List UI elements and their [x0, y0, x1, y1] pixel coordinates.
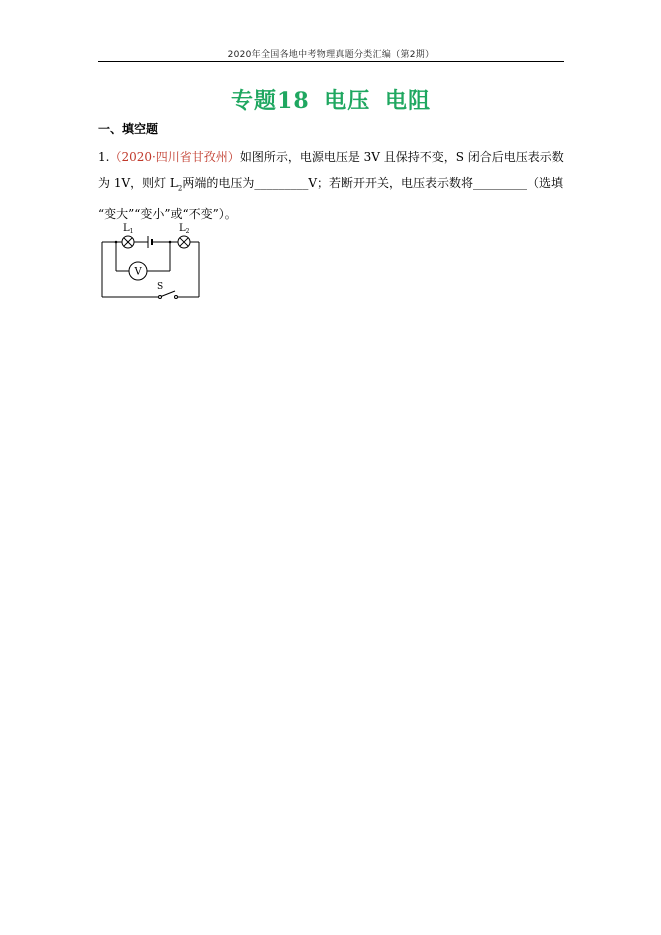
junction-left [115, 241, 118, 244]
switch [159, 291, 178, 299]
header-divider [98, 61, 564, 62]
label-switch: S [157, 282, 164, 292]
lamp-l1 [122, 236, 134, 248]
junction-right [169, 241, 172, 244]
lamp-subscript: 2 [177, 184, 183, 193]
page-header: 2020年全国各地中考物理真题分类汇编（第2期） [227, 50, 435, 60]
battery [148, 236, 152, 248]
question-1 [98, 144, 564, 227]
circuit-diagram [98, 218, 202, 302]
label-voltmeter: V [134, 266, 142, 278]
question-text-part2: 两端的电压为_________V；若断开开关，电压表示数将_________（选填 “变大”“变小”或“不变”）。 [98, 176, 564, 222]
page-title: 专题18 电压 电阻 [231, 88, 431, 114]
question-number: 1. [98, 150, 110, 164]
circuit-diagram-svg [98, 218, 202, 302]
label-l1: $L_1$ [123, 223, 134, 235]
label-l2: $L_2$ [179, 223, 190, 235]
question-text-part1: 如图所示，电源电压是 3V 且保持不变，S 闭合后电压表示数为 1V，则灯 L [98, 150, 564, 190]
section-heading: 一、填空题 [98, 122, 159, 136]
question-source: （2020·四川省甘孜州） [109, 150, 240, 164]
lamp-l2 [178, 236, 190, 248]
